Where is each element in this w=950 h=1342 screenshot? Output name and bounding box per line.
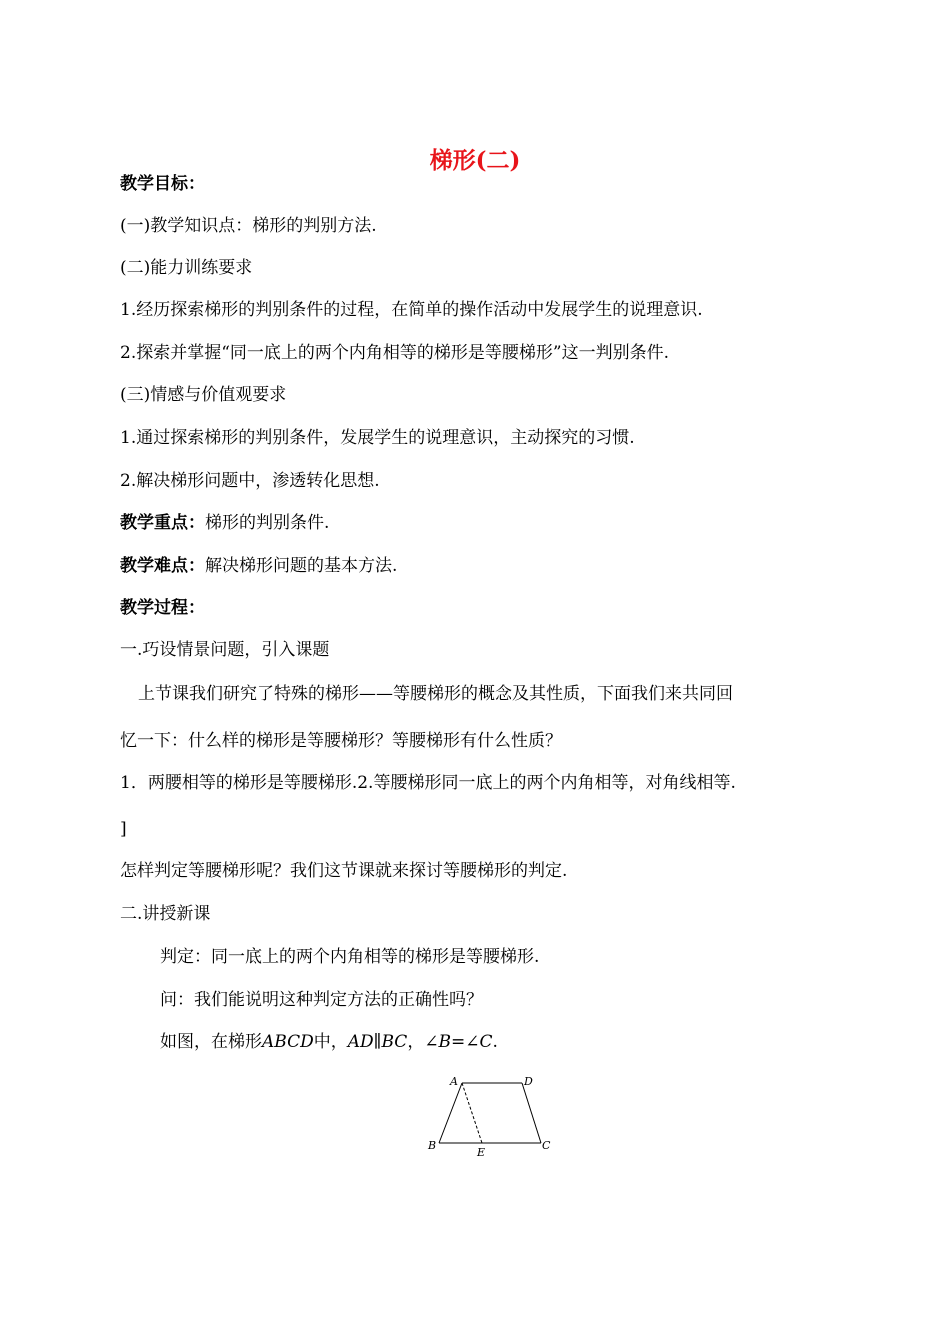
side-ab <box>439 1083 462 1143</box>
page-title: 梯形(二) <box>429 147 521 174</box>
difficulty-label: 教学难点： <box>120 556 205 576</box>
transition-question: 怎样判定等腰梯形呢？我们这节课就来探讨等腰梯形的判定. <box>120 861 568 881</box>
section-two-heading: 二.讲授新课 <box>120 904 211 924</box>
stray-bracket: ] <box>120 819 127 839</box>
review-paragraph-line1: 上节课我们研究了特殊的梯形——等腰梯形的概念及其性质，下面我们来共同回 <box>138 684 733 704</box>
figure-intro-sep: ， <box>407 1032 425 1052</box>
vertex-label-e: E <box>477 1146 486 1159</box>
proof-question: 问：我们能说明这种判定方法的正确性吗？ <box>160 990 483 1010</box>
objectives-heading: 教学目标： <box>120 174 205 194</box>
emotion-heading: (三)情感与价值观要求 <box>120 385 287 405</box>
section-one-heading: 一.巧设情景问题，引入课题 <box>120 640 330 660</box>
vertex-label-a: A <box>450 1075 458 1088</box>
ability-item-2: 2.探索并掌握“同一底上的两个内角相等的梯形是等腰梯形”这一判别条件. <box>120 343 670 363</box>
vertex-label-b: B <box>428 1139 437 1152</box>
key-point-label: 教学重点： <box>120 513 205 533</box>
side-dc <box>522 1083 541 1143</box>
figure-intro-angles: ∠B=∠C <box>424 1032 493 1052</box>
process-heading: 教学过程： <box>120 598 205 618</box>
figure-intro-end: . <box>492 1032 498 1052</box>
emotion-item-2: 2.解决梯形问题中，渗透转化思想. <box>120 471 380 491</box>
dashed-segment-ae <box>462 1083 482 1143</box>
ability-item-1: 1.经历探索梯形的判别条件的过程，在简单的操作活动中发展学生的说理意识. <box>120 300 703 320</box>
key-point <box>120 512 329 534</box>
objective-knowledge: (一)教学知识点：梯形的判别方法. <box>120 216 377 236</box>
review-paragraph-line2: 忆一下：什么样的梯形是等腰梯形？等腰梯形有什么性质？ <box>120 731 562 751</box>
review-answer: 1．两腰相等的梯形是等腰梯形.2.等腰梯形同一底上的两个内角相等，对角线相等. <box>120 773 736 793</box>
theorem-statement: 判定：同一底上的两个内角相等的梯形是等腰梯形. <box>160 947 540 967</box>
figure-intro <box>160 1031 498 1053</box>
key-point-text: 梯形的判别条件. <box>205 513 330 533</box>
figure-intro-name: ABCD <box>262 1032 314 1052</box>
difficulty-text: 解决梯形问题的基本方法. <box>205 556 398 576</box>
figure-intro-mid: 中， <box>313 1032 348 1052</box>
difficulty <box>120 555 397 577</box>
emotion-item-1: 1.通过探索梯形的判别条件，发展学生的说理意识，主动探究的习惯. <box>120 428 635 448</box>
figure-intro-prefix: 如图，在梯形 <box>160 1032 262 1052</box>
vertex-label-c: C <box>542 1139 551 1152</box>
ability-heading: (二)能力训练要求 <box>120 258 253 278</box>
trapezoid-figure <box>420 1068 560 1163</box>
figure-intro-parallel: AD∥BC <box>347 1032 408 1052</box>
vertex-label-d: D <box>524 1075 533 1088</box>
